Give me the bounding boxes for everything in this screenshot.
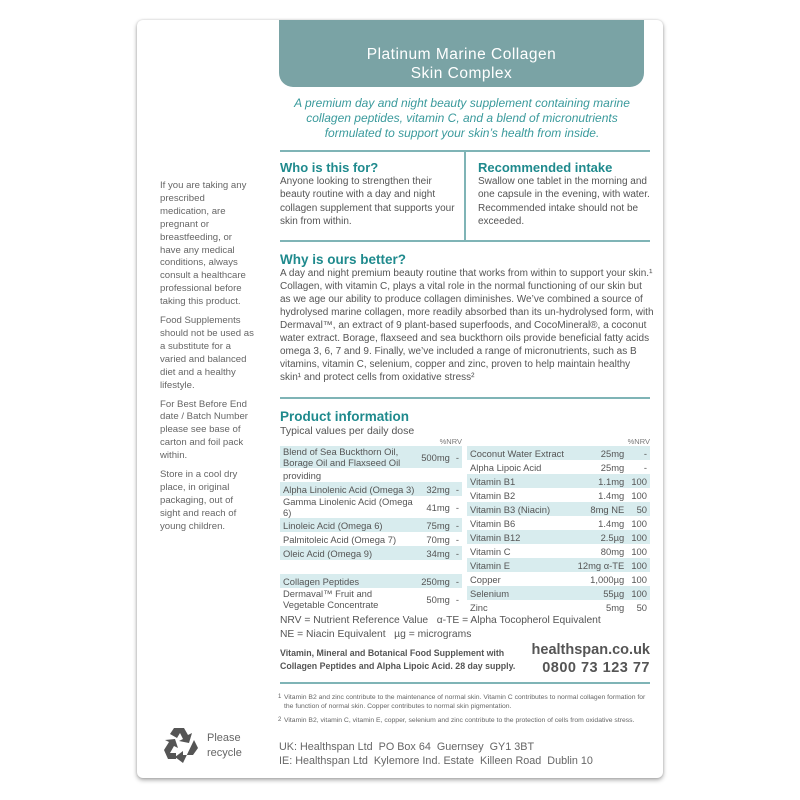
product-title-line1: Platinum Marine Collagen xyxy=(366,46,557,63)
nutrient-name: Vitamin B1 xyxy=(467,474,572,488)
recycle-text: recycle xyxy=(207,747,242,759)
tagline: A premium day and night beauty supplement containing marine collagen peptides, vitamin C, and a blend of micronutrients formulated to support your skin’s health from inside. xyxy=(294,96,630,140)
product-info-title: Product information xyxy=(280,409,409,424)
nutrient-amount xyxy=(418,468,453,482)
nutrient-row xyxy=(467,446,650,460)
product-title-line2: Skin Complex xyxy=(410,65,513,82)
intake-text: Swallow one tablet in the morning and one capsule in the evening, with water. Recommended intake should not be exceeded. xyxy=(478,176,650,227)
nutrient-name: Palmitoleic Acid (Omega 7) xyxy=(283,533,397,545)
nutrient-name: Vitamin C xyxy=(470,545,511,557)
nutrient-row xyxy=(280,546,462,560)
footnote-mark: 1 xyxy=(278,694,282,700)
product-info-subtitle: Typical values per daily dose xyxy=(280,425,415,437)
phone-number: 0800 73 123 77 xyxy=(542,660,650,676)
nutrient-row xyxy=(467,516,650,530)
nutrient-nrv: 100 xyxy=(631,517,647,529)
nutrient-amount: 12mg α-TE xyxy=(572,558,627,572)
nutrient-nrv: - xyxy=(643,461,647,473)
recycle-text: Please xyxy=(207,732,241,744)
nutrient-row xyxy=(467,600,650,614)
nutrient-nrv: - xyxy=(453,518,462,532)
nutrient-name: Vitamin B12 xyxy=(467,530,572,544)
nutrient-row xyxy=(467,544,650,558)
intake-title: Recommended intake xyxy=(478,160,613,175)
nutrient-amount: 25mg xyxy=(600,461,625,473)
nutrient-row xyxy=(280,560,462,574)
nutrient-nrv: 100 xyxy=(627,586,650,600)
nutrient-nrv: - xyxy=(627,446,650,460)
nutrient-row xyxy=(467,460,650,474)
address xyxy=(279,740,659,768)
nutrient-nrv: - xyxy=(453,574,462,588)
nutrient-name: Alpha Linolenic Acid (Omega 3) xyxy=(280,482,418,496)
nutrient-nrv: 100 xyxy=(631,489,647,501)
nutrition-table-left xyxy=(280,437,462,610)
why-text: A day and night premium beauty routine that works from within to support your skin.¹ Collagen, with vitamin C, plays a vital role in the normal functioning of our skin but as we age our ability to produce collagen diminishes. We’ve combined a source of hydrolysed marine collagen, more readily absorbed than its un-hydrolysed form, with Dermaval™, an extract of 9 plant-based superfoods, and CocoMineral®, a coconut water extract. Borage, flaxseed and sea buckthorn oils provide beneficial fatty acids omega 3, 6, 7 and 9. Finally, we’ve included a range of micronutrients, such as B vitamins, vitamin C, selenium, copper and zinc, proven to help maintain healthy skin¹ and protect cells from oxidative stress² xyxy=(280,268,654,383)
divider xyxy=(280,240,650,242)
nutrient-amount: 1.4mg xyxy=(598,517,625,529)
nutrient-row xyxy=(280,496,462,518)
nutrient-name: Vitamin B3 (Niacin) xyxy=(467,502,572,516)
address-ie: IE: Healthspan Ltd Kylemore Ind. Estate Killeen Road Dublin 10 xyxy=(279,755,593,767)
nutrient-row xyxy=(280,446,462,468)
supply-line: Vitamin, Mineral and Botanical Food Supplement with xyxy=(280,648,505,658)
nutrient-amount: 1.1mg xyxy=(572,474,627,488)
left-notes xyxy=(160,180,255,540)
nutrient-row xyxy=(280,468,462,482)
divider xyxy=(280,682,650,684)
nutrient-amount: 250mg xyxy=(418,574,453,588)
nutrient-amount: 2.5µg xyxy=(572,530,627,544)
note-best-before: For Best Before End date / Batch Number please see base of carton and foil pack within. xyxy=(160,398,248,462)
nutrient-name: Alpha Lipoic Acid xyxy=(470,461,542,473)
recycle-label xyxy=(207,731,242,761)
nutrient-nrv: - xyxy=(455,593,459,605)
nutrient-row xyxy=(467,474,650,488)
nutrient-amount: 80mg xyxy=(600,545,625,557)
nutrient-nrv: 50 xyxy=(627,502,650,516)
supply-description xyxy=(280,647,540,673)
nutrient-amount: 55µg xyxy=(572,586,627,600)
nrv-legend xyxy=(280,614,660,642)
footnote-mark: 2 xyxy=(278,717,282,723)
who-section xyxy=(280,161,460,228)
nutrient-row xyxy=(280,574,462,588)
nutrient-name: Linoleic Acid (Omega 6) xyxy=(280,518,418,532)
nutrition-table-right xyxy=(467,437,650,614)
footnote-text: Vitamin B2 and zinc contribute to the maintenance of normal skin. Vitamin C contributes to normal collagen formation for the function of normal skin. Copper contributes to normal skin pigmentation. xyxy=(284,694,646,710)
nutrient-amount: 32mg xyxy=(418,482,453,496)
address-uk: UK: Healthspan Ltd PO Box 64 Guernsey GY1 3BT xyxy=(279,741,535,753)
nutrient-row xyxy=(467,488,650,502)
nutrient-name: Blend of Sea Buckthorn Oil, Borage Oil and Flaxseed Oil xyxy=(280,446,418,468)
nutrient-name: Collagen Peptides xyxy=(280,574,418,588)
nutrient-name: Selenium xyxy=(467,586,572,600)
footnote-1 xyxy=(278,693,653,711)
nutrient-row xyxy=(280,482,462,496)
nutrient-amount xyxy=(418,560,453,574)
nutrient-nrv: - xyxy=(455,533,459,545)
divider xyxy=(280,397,650,399)
footnote-text: Vitamin B2, vitamin C, vitamin E, copper, selenium and zinc contribute to the protection of cells from oxidative stress. xyxy=(284,717,635,724)
product-title-banner xyxy=(279,20,644,87)
nutrient-nrv: 100 xyxy=(631,573,647,585)
nutrient-row xyxy=(467,558,650,572)
nutrient-name xyxy=(280,560,418,574)
nutrient-nrv: 50 xyxy=(636,601,647,613)
nutrient-name: Vitamin B6 xyxy=(470,517,516,529)
nrv-header: %NRV xyxy=(439,437,462,446)
contact xyxy=(520,641,650,677)
nutrient-name: providing xyxy=(283,469,322,481)
divider xyxy=(464,150,466,240)
product-info-header xyxy=(280,409,654,438)
who-text: Anyone looking to strengthen their beauty routine with a day and night collagen supplement that supports your skin from within. xyxy=(280,176,455,227)
nutrient-amount: 8mg NE xyxy=(572,502,627,516)
why-title: Why is ours better? xyxy=(280,252,407,267)
nutrient-amount: 34mg xyxy=(418,546,453,560)
nutrient-name: Vitamin B2 xyxy=(470,489,516,501)
intake-section xyxy=(478,161,653,228)
nutrient-nrv: - xyxy=(453,446,462,468)
nutrient-nrv: 100 xyxy=(627,530,650,544)
note-medical: If you are taking any prescribed medication, are pregnant or breastfeeding, or have any medical conditions, always consult a healthcare professional before taking this product. xyxy=(160,180,247,308)
nutrient-nrv xyxy=(453,560,462,574)
nutrient-nrv: 100 xyxy=(631,545,647,557)
legend-line: NRV = Nutrient Reference Value α-TE = Alpha Tocopherol Equivalent xyxy=(280,615,601,626)
nutrient-nrv: - xyxy=(455,501,459,513)
who-title: Who is this for? xyxy=(280,160,379,175)
nutrient-amount: 25mg xyxy=(572,446,627,460)
nutrient-name: Zinc xyxy=(470,601,488,613)
nutrient-name: Gamma Linolenic Acid (Omega 6) xyxy=(283,496,413,518)
note-food-supplements: Food Supplements should not be used as a substitute for a varied and balanced diet and a healthy lifestyle. xyxy=(160,315,254,391)
nutrient-amount: 41mg xyxy=(426,501,450,513)
nutrient-row xyxy=(467,530,650,544)
recycle-icon xyxy=(160,724,200,764)
nutrient-name: Coconut Water Extract xyxy=(467,446,572,460)
nutrient-name: Dermaval™ Fruit and Vegetable Concentrate xyxy=(283,588,379,610)
nrv-header: %NRV xyxy=(627,437,650,446)
nutrient-amount: 1.4mg xyxy=(598,489,625,501)
website-link[interactable]: healthspan.co.uk xyxy=(531,642,650,658)
nutrient-amount: 75mg xyxy=(418,518,453,532)
nutrient-amount: 5mg xyxy=(605,601,625,613)
why-section xyxy=(280,253,654,384)
nutrient-row xyxy=(467,586,650,600)
nutrient-row xyxy=(280,518,462,532)
nutrient-row xyxy=(467,502,650,516)
nutrient-row xyxy=(467,572,650,586)
nutrient-name: Copper xyxy=(470,573,501,585)
footnote-2 xyxy=(278,716,653,725)
nutrient-row xyxy=(280,588,462,610)
nutrient-nrv xyxy=(453,468,462,482)
nutrient-nrv: - xyxy=(453,546,462,560)
nutrient-amount: 1,000µg xyxy=(590,573,625,585)
nutrient-amount: 50mg xyxy=(426,593,450,605)
nutrient-nrv: - xyxy=(453,482,462,496)
nutrient-row xyxy=(280,532,462,546)
nutrient-nrv: 100 xyxy=(627,558,650,572)
nutrient-amount: 70mg xyxy=(426,533,450,545)
note-storage: Store in a cool dry place, in original packaging, out of sight and reach of young children. xyxy=(160,469,238,532)
supply-line: Collagen Peptides and Alpha Lipoic Acid. 28 day supply. xyxy=(280,661,516,671)
nutrient-name: Oleic Acid (Omega 9) xyxy=(280,546,418,560)
nutrient-amount: 500mg xyxy=(418,446,453,468)
nutrient-name: Vitamin E xyxy=(467,558,572,572)
legend-line: NE = Niacin Equivalent µg = micrograms xyxy=(280,629,472,640)
nutrient-nrv: 100 xyxy=(627,474,650,488)
